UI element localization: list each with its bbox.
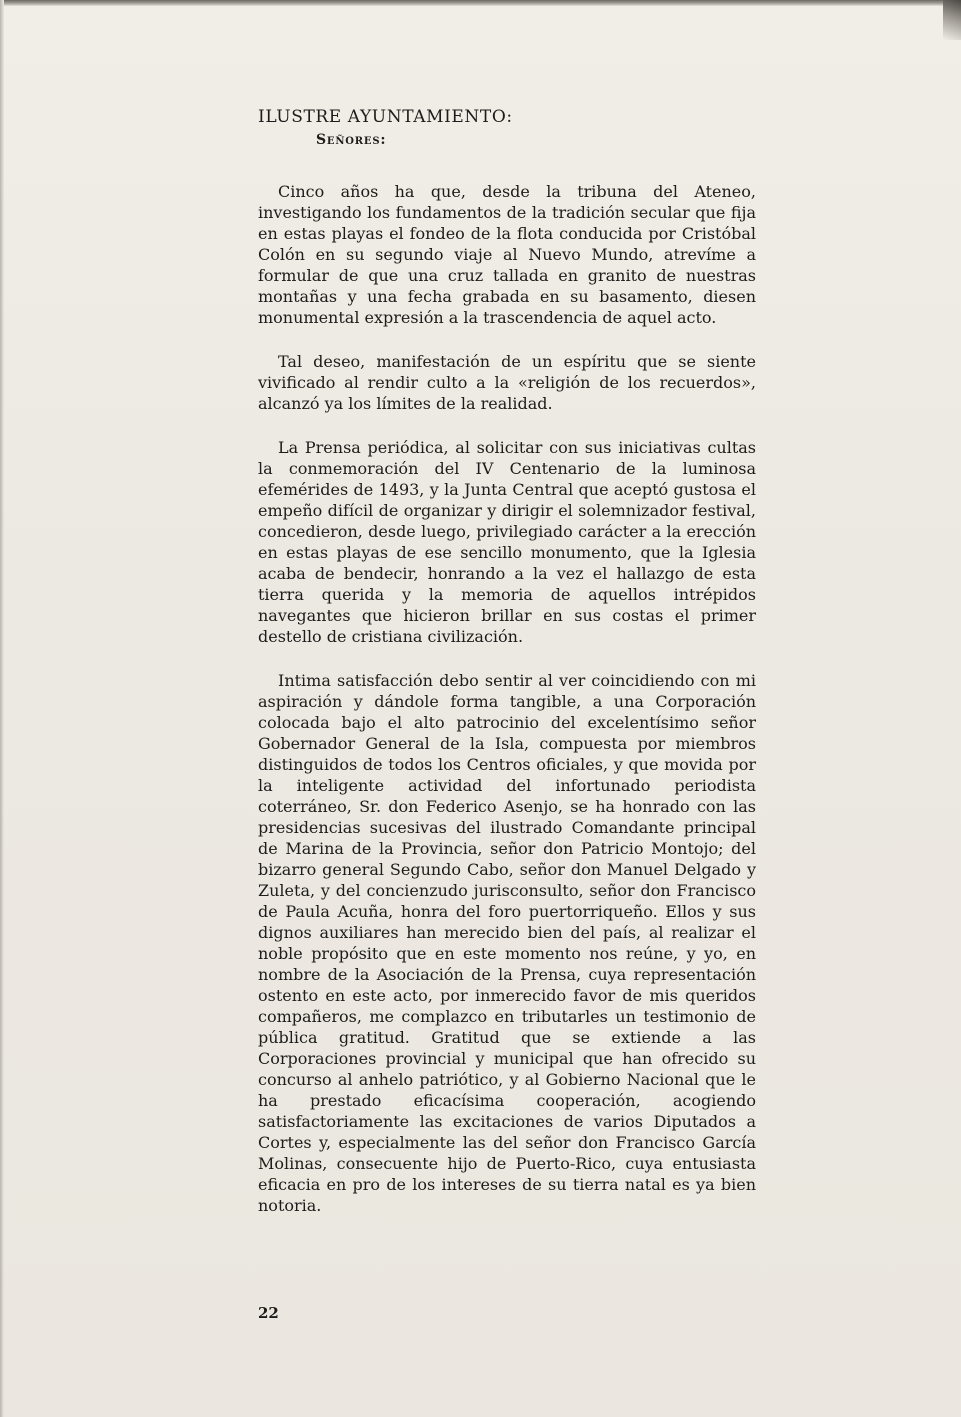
paragraph: La Prensa periódica, al solicitar con sus iniciativas cultas la conmemoración del IV Centenario de la luminosa efemérides de 1493, y la Junta Central que aceptó gustosa el empeño difícil de organizar y dirigir el solemnizador festival, concedieron, desde luego, privilegiado carácter a la erección en estas playas de ese sencillo monumento, que la Iglesia acaba de bendecir, honrando a la vez el hallazgo de esta tierra querida y la memoria de aquellos intrépidos navegantes que hicieron brillar en sus costas el primer destello de cristiana civilización.	[258, 438, 756, 646]
salutation: Señores:	[316, 132, 387, 148]
paragraph: Intima satisfacción debo sentir al ver coincidiendo con mi aspiración y dándole forma tangible, a una Corporación colocada bajo el alto patrocinio del excelentísimo señor Gobernador General de la Isla, compuesta por miembros distinguidos de todos los Centros oficiales, y que movida por la inteligente actividad del infortunado periodista coterráneo, Sr. don Federico Asenjo, se ha honrado con las presidencias sucesivas del ilustrado Comandante principal de Marina de la Provincia, señor don Patricio Montojo; del bizarro general Segundo Cabo, señor don Manuel Delgado y Zuleta, y del concienzudo jurisconsulto, señor don Francisco de Paula Acuña, honra del foro puertorriqueño. Ellos y sus dignos auxiliares han merecido bien del país, al realizar el noble propósito que en este momento nos reúne, y yo, en nombre de la Asociación de la Prensa, cuya representación ostento en este acto, por inmerecido favor de mis queridos compañeros, me complazco en tributarles un testimonio de pública gratitud. Gratitud que se extiende a las Corporaciones provincial y municipal que han ofrecido su concurso al anhelo patriótico, y al Gobierno Nacional que le ha prestado eficacísima cooperación, acogiendo satisfactoriamente las excitaciones de varios Diputados a Cortes y, especialmente las del señor don Francisco García Molinas, consecuente hijo de Puerto-Rico, cuya entusiasta eficacia en pro de los intereses de su tierra natal es ya bien notoria.	[258, 671, 756, 1215]
paragraph: Cinco años ha que, desde la tribuna del Ateneo, investigando los fundamentos de la tradición secular que fija en estas playas el fondeo de la flota conducida por Cristóbal Colón en su segundo viaje al Nuevo Mundo, atrevíme a formular de que una cruz tallada en granito de nuestras montañas y una fecha grabada en su basamento, diesen monumental expresión a la trascendencia de aquel acto.	[258, 182, 756, 327]
page-corner-shadow	[943, 0, 961, 40]
body-text	[258, 106, 756, 1216]
page-number: 22	[258, 1304, 279, 1322]
paragraph: Tal deseo, manifestación de un espíritu que se siente vivificado al rendir culto a la «religión de los recuerdos», alcanzó ya los límites de la realidad.	[258, 352, 756, 413]
page-left-edge	[0, 0, 4, 1417]
page-top-edge	[0, 0, 961, 6]
heading: ILUSTRE AYUNTAMIENTO:	[258, 107, 513, 127]
